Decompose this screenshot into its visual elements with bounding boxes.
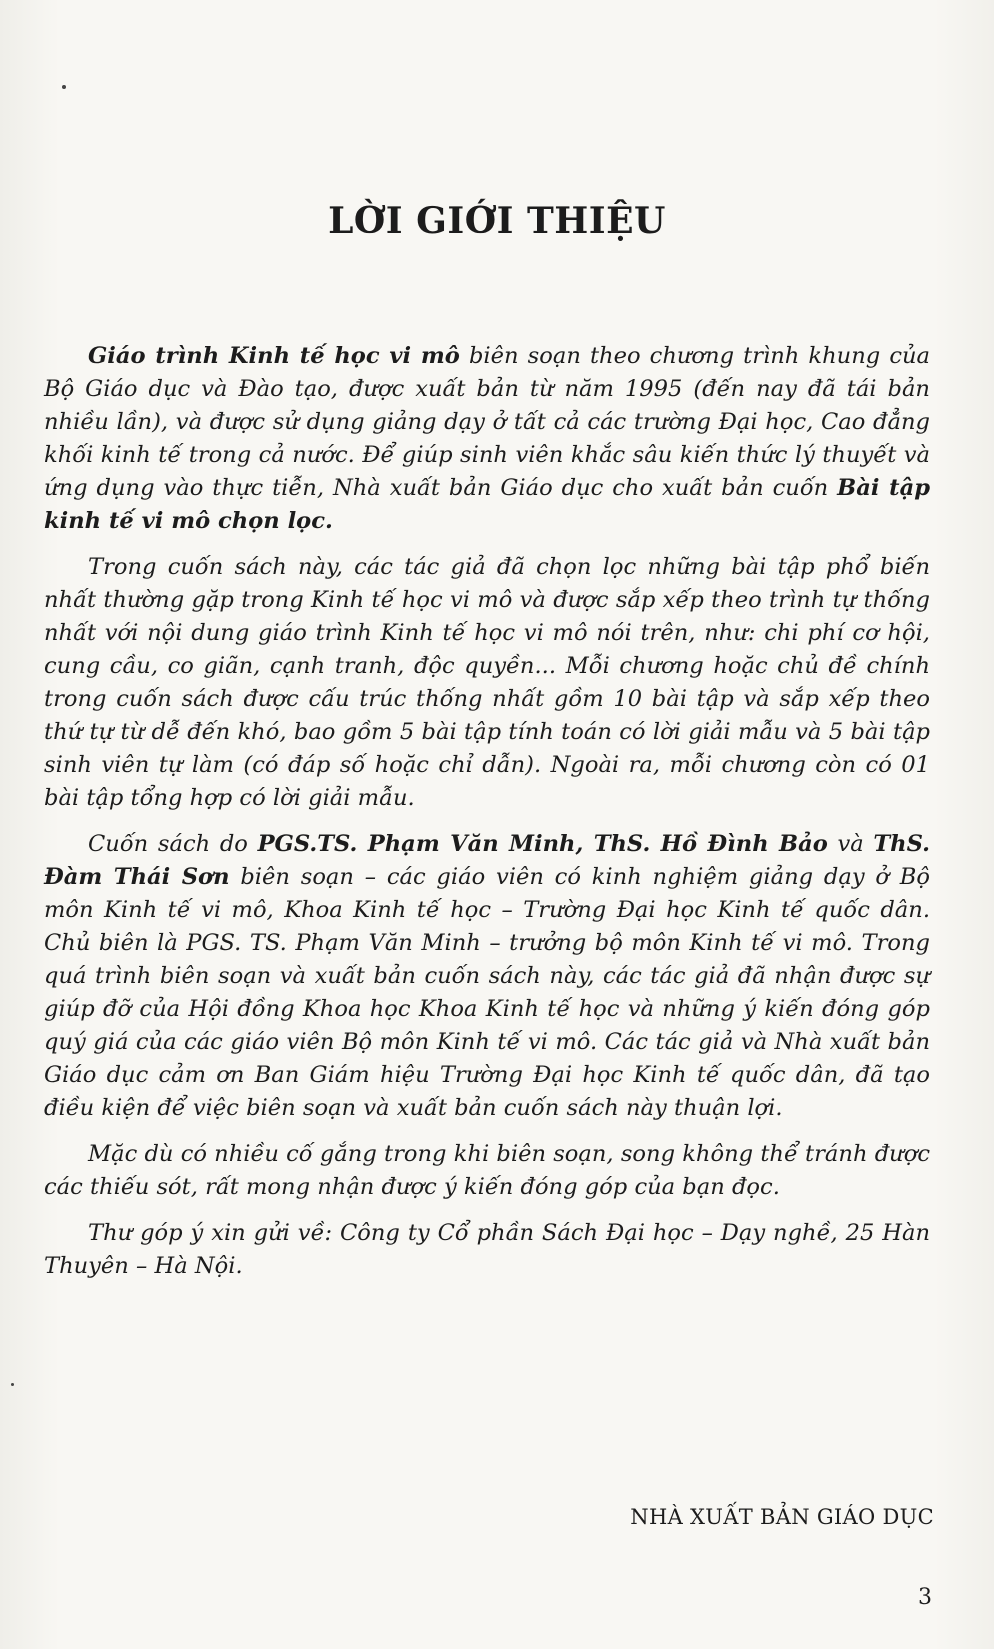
paragraph-authors bbox=[44, 828, 930, 1125]
body-text bbox=[44, 340, 930, 1296]
page-number: 3 bbox=[918, 1585, 932, 1610]
book-reference: Giáo trình Kinh tế học vi mô bbox=[88, 343, 460, 369]
page-title: LỜI GIỚI THIỆU bbox=[328, 200, 666, 242]
paragraph-text: Mặc dù có nhiều cố gắng trong khi biên soạn, song không thể tránh được các thiếu sót, rất mong nhận được ý kiến đóng góp của bạn đọc. bbox=[44, 1141, 930, 1200]
paragraph-text: và bbox=[827, 831, 874, 857]
paragraph-contact bbox=[44, 1217, 930, 1283]
paragraph-text: Cuốn sách do bbox=[88, 831, 258, 857]
author-name: ThS. Đàm Thái Sơn bbox=[44, 831, 930, 890]
book-title: Bài tập kinh tế vi mô chọn lọc. bbox=[44, 475, 931, 534]
paragraph-text: biên soạn theo chương trình khung của Bộ Giáo dục và Đào tạo, được xuất bản từ năm 1995 (đến nay đã tái bản nhiều lần), và được sử dụng giảng dạy ở tất cả các trường Đại học, Cao đẳng khối kinh tế trong cả nước. Để giúp sinh viên khắc sâu kiến thức lý thuyết và ứng dụng vào thực tiễn, Nhà xuất bản Giáo dục cho xuất bản cuốn bbox=[44, 343, 931, 501]
paragraph-text: Trong cuốn sách này, các tác giả đã chọn lọc những bài tập phổ biến nhất thường gặp trong Kinh tế học vi mô và được sắp xếp theo trình tự thống nhất với nội dung giáo trình Kinh tế học vi mô nói trên, như: chi phí cơ hội, cung cầu, co giãn, cạnh tranh, độc quyền... Mỗi chương hoặc chủ đề chính trong cuốn sách được cấu trúc thống nhất gồm 10 bài tập và sắp xếp theo thứ tự từ dễ đến khó, bao gồm 5 bài tập tính toán có lời giải mẫu và 5 bài tập sinh viên tự làm (có đáp số hoặc chỉ dẫn). Ngoài ra, mỗi chương còn có 01 bài tập tổng hợp có lời giải mẫu. bbox=[44, 554, 930, 811]
ink-speck bbox=[62, 85, 66, 89]
publisher-signature: NHÀ XUẤT BẢN GIÁO DỤC bbox=[630, 1505, 934, 1529]
paragraph-intro bbox=[44, 340, 930, 538]
paragraph-text: biên soạn – các giáo viên có kinh nghiệm giảng dạy ở Bộ môn Kinh tế vi mô, Khoa Kinh tế học – Trường Đại học Kinh tế quốc dân. Chủ biên là PGS. TS. Phạm Văn Minh – trưởng bộ môn Kinh tế vi mô. Trong quá trình biên soạn và xuất bản cuốn sách này, các tác giả đã nhận được sự giúp đỡ của Hội đồng Khoa học Khoa Kinh tế học và những ý kiến đóng góp quý giá của các giáo viên Bộ môn Kinh tế vi mô. Các tác giả và Nhà xuất bản Giáo dục cảm ơn Ban Giám hiệu Trường Đại học Kinh tế quốc dân, đã tạo điều kiện để việc biên soạn và xuất bản cuốn sách này thuận lợi. bbox=[44, 864, 930, 1121]
author-names: PGS.TS. Phạm Văn Minh, ThS. Hồ Đình Bảo bbox=[257, 831, 828, 857]
paragraph-text: Thư góp ý xin gửi về: Công ty Cổ phần Sách Đại học – Dạy nghề, 25 Hàn Thuyên – Hà Nội. bbox=[44, 1220, 930, 1279]
paragraph-content bbox=[44, 551, 930, 815]
paragraph-apology bbox=[44, 1138, 930, 1204]
ink-speck bbox=[11, 1383, 14, 1386]
